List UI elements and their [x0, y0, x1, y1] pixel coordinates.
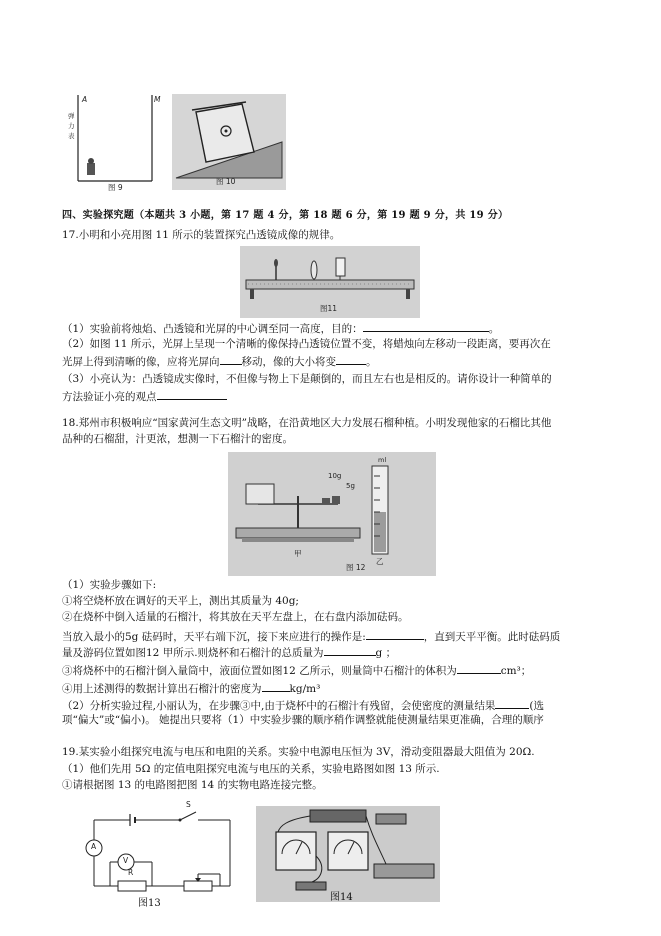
resistor-symbol — [118, 881, 146, 891]
q17-part2-line2 — [62, 353, 377, 370]
resistor-photo — [296, 882, 326, 890]
q17-part3-line1: （3）小亮认为：凸透镜成实像时，不但像与物上下是颠倒的，而且左右也是相反的。请你设计一种简单的 — [62, 373, 552, 385]
figure-14-drawing — [256, 806, 440, 902]
q18-step2-cont2 — [62, 644, 396, 661]
q18-step2-text2: ，直到天平平衡。此时砝码质 — [423, 631, 561, 643]
q18-stem-line1: 18.郑州市积极响应“国家黄河生态文明”战略，在沿黄地区大力发展石榴种植。小明发现他家的石榴比其他 — [62, 417, 552, 429]
q18-step3-text1: ③将烧杯中的石榴汁倒入量筒中，液面位置如图12 乙所示，则量筒中石榴汁的体积为 — [62, 665, 457, 677]
q18-part2-line2: 项“偏大”或“偏小)。 她提出只要将（1）中实验步骤的顺序稍作调整就能使测量结果更准确，合理的顺序 — [62, 714, 544, 726]
q17-part2-text1: 光屏上得到清晰的像，应将光屏向 — [62, 356, 220, 368]
q18-step4-text1: ④用上述测得的数据计算出石榴汁的密度为 — [62, 683, 262, 695]
figure-12-drawing — [228, 452, 436, 576]
q18-part2-line1 — [62, 697, 544, 714]
q17-answer-size[interactable] — [336, 353, 366, 365]
q17-part3-text: 方法验证小亮的观点 — [62, 391, 157, 403]
q18-steps-title: （1）实验步骤如下: — [62, 579, 157, 591]
q18-step1: ①将空烧杯放在调好的天平上，测出其质量为 40g; — [62, 595, 299, 607]
battery-box — [310, 810, 366, 822]
fig12-label-jia: 甲 — [294, 549, 302, 558]
q17-stem: 17.小明和小亮用图 11 所示的装置探究凸透镜成像的规律。 — [62, 229, 341, 241]
figure-10 — [172, 94, 286, 190]
fig12-label-yi: 乙 — [376, 557, 384, 566]
q17-part1-text: （1）实验前将烛焰、凸透镜和光屏的中心调至同一高度，目的： — [62, 323, 363, 335]
fig9-point-a: A — [82, 95, 88, 104]
fig10-caption: 图 10 — [216, 177, 236, 186]
rheostat-symbol — [184, 881, 212, 891]
q17-answer-method[interactable] — [157, 388, 227, 400]
q18-step4-text2: kg/m³ — [289, 683, 321, 695]
fig12-weights: 10g — [328, 472, 342, 480]
fig12-caption: 图 12 — [346, 563, 366, 572]
q18-part2-text1: （2）分析实验过程,小丽认为，在步骤③中,由于烧杯中的石榴汁有残留，会使密度的测量结果 — [62, 700, 496, 712]
circuit-label-ammeter: A — [91, 842, 97, 851]
q17-part3-line2 — [62, 388, 227, 405]
q18-stem-line2: 品种的石榴甜，汁更浓，想测一下石榴汁的密度。 — [62, 433, 293, 445]
q18-answer-density[interactable] — [262, 680, 290, 692]
q17-answer-direction[interactable] — [220, 353, 242, 365]
q17-part2-text2: 移动，像的大小将变 — [241, 356, 336, 368]
switch-photo — [376, 814, 406, 824]
q17-part2-text3: 。 — [366, 356, 377, 368]
fig12-weights2: 5g — [346, 482, 355, 490]
figure-12 — [228, 452, 436, 576]
circuit-label-switch: S — [186, 800, 191, 809]
q18-step3-text2: cm³； — [500, 665, 532, 677]
switch-blade — [180, 812, 196, 820]
figure-13 — [80, 800, 240, 914]
q18-answer-operation[interactable] — [366, 628, 424, 640]
q17-answer-purpose[interactable] — [363, 320, 489, 332]
rheostat-photo — [374, 864, 434, 878]
q19-stem: 19.某实验小组探究电流与电压和电阻的关系。实验中电源电压恒为 3V，滑动变阻器最大阻值为 20Ω. — [62, 746, 535, 758]
fig11-caption: 图11 — [320, 304, 338, 313]
q18-step2: ②在烧杯中倒入适量的石榴汁，将其放在天平左盘上，在右盘内添加砝码。 — [62, 611, 409, 623]
q18-part2-text2: (选 — [529, 700, 544, 712]
circuit-label-resistor: R — [128, 868, 134, 877]
circuit-label-voltmeter: V — [123, 856, 129, 865]
q18-step2-cont1 — [62, 628, 560, 645]
q19-part1a: ①请根据图 13 的电路图把图 14 的实物电路连接完整。 — [62, 779, 323, 791]
q18-answer-bias[interactable] — [495, 697, 529, 709]
fig9-point-m: M — [154, 95, 161, 104]
q17-part2-line1: （2）如图 11 所示，光屏上呈现一个清晰的像保持凸透镜位置不变，将蜡烛向左移动一段距离，要再次在 — [62, 338, 551, 350]
q18-answer-volume[interactable] — [457, 662, 501, 674]
figure-11 — [240, 246, 420, 318]
q18-answer-total-mass[interactable] — [324, 644, 376, 656]
section-4-heading: 四、实验探究题（本题共 3 小题，第 17 题 4 分，第 18 题 6 分，第 19 题 9 分，共 19 分） — [62, 210, 509, 221]
figure-14 — [256, 806, 440, 902]
figure-9-drawing — [70, 93, 160, 193]
figure-9 — [70, 93, 160, 193]
fig12-cylinder-unit: ml — [378, 456, 387, 464]
q17-part1: （1）实验前将烛焰、凸透镜和光屏的中心调至同一高度，目的： 。 — [62, 320, 499, 337]
fig9-caption: 图 9 — [108, 183, 123, 192]
q18-step2-text4: g ； — [375, 647, 397, 659]
q18-step4 — [62, 680, 320, 697]
fig14-caption: 图14 — [330, 892, 353, 903]
q18-step2-text3: 量及游码位置如图12 甲所示.则烧杯和石榴汁的总质量为 — [62, 647, 324, 659]
q19-part1: （1）他们先用 5Ω 的定值电阻探究电流与电压的关系，实验电路图如图 13 所示. — [62, 763, 440, 775]
q18-step3 — [62, 662, 531, 679]
q18-step2-text1: 当放入最小的5g 砝码时，天平右端下沉，接下来应进行的操作是: — [62, 631, 366, 643]
fig9-spring-label: 弹力表 — [68, 112, 75, 140]
fig13-caption: 图13 — [138, 898, 161, 909]
